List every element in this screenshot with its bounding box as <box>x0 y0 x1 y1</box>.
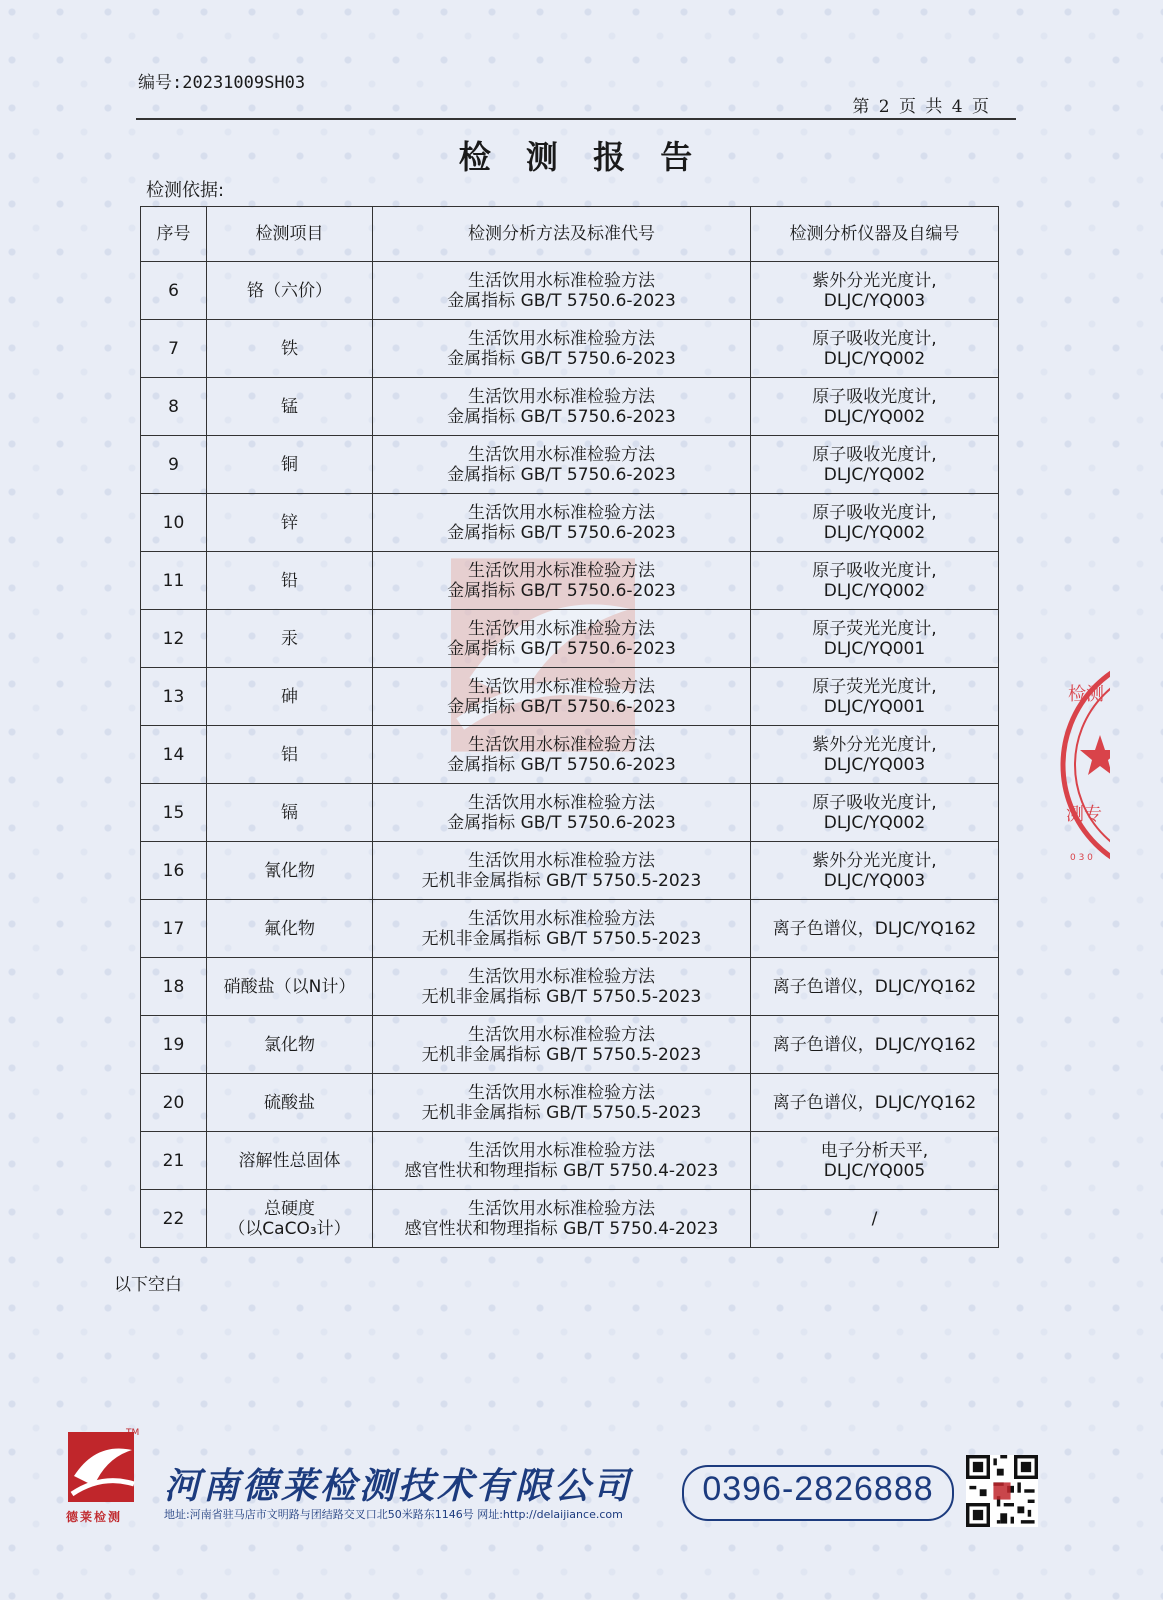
cell-method <box>373 958 751 1016</box>
column-header-instrument: 检测分析仪器及自编号 <box>751 207 999 262</box>
instrument-name: 原子吸收光度计, <box>812 444 937 465</box>
method-name: 生活饮用水标准检验方法 <box>468 502 655 523</box>
cell-number <box>141 668 207 726</box>
instrument-name: 紫外分光光度计, <box>812 270 937 291</box>
row-number: 20 <box>162 1092 185 1113</box>
cell-number <box>141 552 207 610</box>
method-name: 生活饮用水标准检验方法 <box>468 618 655 639</box>
cell-number <box>141 958 207 1016</box>
cell-method <box>373 610 751 668</box>
instrument-name: 原子荧光光度计, <box>812 618 937 639</box>
method-name: 生活饮用水标准检验方法 <box>468 328 655 349</box>
cell-instrument <box>751 1074 999 1132</box>
cell-item <box>207 1074 373 1132</box>
method-standard: 无机非金属指标 GB/T 5750.5-2023 <box>421 1044 702 1065</box>
method-standard: 无机非金属指标 GB/T 5750.5-2023 <box>421 928 702 949</box>
cell-item <box>207 1132 373 1190</box>
row-number: 21 <box>162 1150 185 1171</box>
instrument-name: 离子色谱仪，DLJC/YQ162 <box>772 976 977 997</box>
cell-item <box>207 552 373 610</box>
test-item: 铁 <box>281 338 298 359</box>
cell-instrument <box>751 900 999 958</box>
method-standard: 无机非金属指标 GB/T 5750.5-2023 <box>421 986 702 1007</box>
cell-method <box>373 494 751 552</box>
row-number: 17 <box>162 918 185 939</box>
header-divider <box>136 118 1016 120</box>
cell-instrument <box>751 1016 999 1074</box>
method-name: 生活饮用水标准检验方法 <box>468 270 655 291</box>
cell-item <box>207 436 373 494</box>
test-item: 砷 <box>281 686 298 707</box>
cell-instrument <box>751 436 999 494</box>
cell-instrument <box>751 1132 999 1190</box>
cell-method <box>373 1132 751 1190</box>
table-row <box>141 320 999 378</box>
method-standard: 感官性状和物理指标 GB/T 5750.4-2023 <box>404 1160 719 1181</box>
cell-number <box>141 1016 207 1074</box>
row-number: 19 <box>162 1034 185 1055</box>
cell-number <box>141 784 207 842</box>
cell-method <box>373 552 751 610</box>
test-item: 溶解性总固体 <box>238 1150 341 1171</box>
row-number: 8 <box>168 396 179 417</box>
method-standard: 金属指标 GB/T 5750.6-2023 <box>447 812 676 833</box>
table-row <box>141 610 999 668</box>
cell-instrument <box>751 610 999 668</box>
svg-text:检测: 检测 <box>1068 684 1104 705</box>
cell-item <box>207 958 373 1016</box>
instrument-name: 电子分析天平, <box>820 1140 929 1161</box>
cell-item <box>207 494 373 552</box>
trademark-mark: TM <box>126 1428 140 1438</box>
cell-instrument <box>751 320 999 378</box>
table-row <box>141 842 999 900</box>
method-name: 生活饮用水标准检验方法 <box>468 676 655 697</box>
table-row <box>141 726 999 784</box>
cell-item <box>207 262 373 320</box>
table-row <box>141 1190 999 1248</box>
test-item: 锰 <box>281 396 298 417</box>
instrument-code: DLJC/YQ002 <box>823 464 926 485</box>
method-name: 生活饮用水标准检验方法 <box>468 444 655 465</box>
table-row <box>141 958 999 1016</box>
page-indicator: 第 2 页 共 4 页 <box>852 97 991 117</box>
test-item: 氰化物 <box>264 860 315 881</box>
row-number: 18 <box>162 976 185 997</box>
table-row <box>141 784 999 842</box>
test-item: 锌 <box>281 512 298 533</box>
row-number: 22 <box>162 1208 185 1229</box>
cell-instrument <box>751 552 999 610</box>
table-header-row <box>141 207 999 262</box>
svg-text:0 3 0: 0 3 0 <box>1070 853 1093 863</box>
instrument-code: DLJC/YQ002 <box>823 812 926 833</box>
row-number: 15 <box>162 802 185 823</box>
instrument-code: DLJC/YQ003 <box>823 754 926 775</box>
cell-number <box>141 842 207 900</box>
svg-text:测专: 测专 <box>1066 804 1102 825</box>
cell-method <box>373 1074 751 1132</box>
cell-instrument <box>751 494 999 552</box>
cell-method <box>373 378 751 436</box>
cell-number <box>141 726 207 784</box>
table-row <box>141 436 999 494</box>
method-standard: 无机非金属指标 GB/T 5750.5-2023 <box>421 870 702 891</box>
instrument-name: 原子吸收光度计, <box>812 502 937 523</box>
company-address: 地址:河南省驻马店市文明路与团结路交叉口北50米路东1146号 网址:http://delaijiance.com <box>164 1508 623 1521</box>
instrument-code: DLJC/YQ005 <box>823 1160 926 1181</box>
method-standard: 金属指标 GB/T 5750.6-2023 <box>447 638 676 659</box>
cell-instrument <box>751 378 999 436</box>
test-item: 铝 <box>281 744 298 765</box>
row-number: 9 <box>168 454 179 475</box>
basis-label: 检测依据: <box>146 180 225 201</box>
blank-below-note: 以下空白 <box>114 1275 182 1295</box>
row-number: 6 <box>168 280 179 301</box>
cell-method <box>373 784 751 842</box>
cell-number <box>141 1074 207 1132</box>
method-standard: 金属指标 GB/T 5750.6-2023 <box>447 406 676 427</box>
method-name: 生活饮用水标准检验方法 <box>468 560 655 581</box>
instrument-code: DLJC/YQ002 <box>823 522 926 543</box>
row-number: 7 <box>168 338 179 359</box>
cell-item <box>207 320 373 378</box>
cell-instrument <box>751 1190 999 1248</box>
cell-number <box>141 900 207 958</box>
cell-number <box>141 436 207 494</box>
method-standard: 金属指标 GB/T 5750.6-2023 <box>447 754 676 775</box>
instrument-name: 离子色谱仪，DLJC/YQ162 <box>772 1034 977 1055</box>
instrument-name: 原子吸收光度计, <box>812 328 937 349</box>
table-row <box>141 1074 999 1132</box>
instrument-code: DLJC/YQ001 <box>823 696 926 717</box>
qr-code-icon <box>966 1455 1038 1527</box>
test-basis-table <box>140 206 999 1248</box>
instrument-name: / <box>871 1208 878 1229</box>
instrument-code: DLJC/YQ003 <box>823 870 926 891</box>
cell-item <box>207 378 373 436</box>
cell-number <box>141 262 207 320</box>
cell-item <box>207 668 373 726</box>
cell-number <box>141 610 207 668</box>
method-name: 生活饮用水标准检验方法 <box>468 1024 655 1045</box>
cell-method <box>373 726 751 784</box>
instrument-name: 原子吸收光度计, <box>812 560 937 581</box>
method-name: 生活饮用水标准检验方法 <box>468 1198 655 1219</box>
method-name: 生活饮用水标准检验方法 <box>468 792 655 813</box>
instrument-code: DLJC/YQ002 <box>823 406 926 427</box>
instrument-code: DLJC/YQ002 <box>823 580 926 601</box>
cell-item <box>207 726 373 784</box>
test-item: 硫酸盐 <box>264 1092 315 1113</box>
column-header-item: 检测项目 <box>207 207 373 262</box>
row-number: 14 <box>162 744 185 765</box>
row-number: 10 <box>162 512 185 533</box>
instrument-code: DLJC/YQ001 <box>823 638 926 659</box>
instrument-code: DLJC/YQ002 <box>823 348 926 369</box>
test-item: 氯化物 <box>264 1034 315 1055</box>
instrument-name: 离子色谱仪，DLJC/YQ162 <box>772 1092 977 1113</box>
cell-instrument <box>751 958 999 1016</box>
method-name: 生活饮用水标准检验方法 <box>468 1140 655 1161</box>
cell-item <box>207 1016 373 1074</box>
instrument-name: 紫外分光光度计, <box>812 734 937 755</box>
instrument-code: DLJC/YQ003 <box>823 290 926 311</box>
method-name: 生活饮用水标准检验方法 <box>468 734 655 755</box>
test-item: 镉 <box>281 802 298 823</box>
document-number: 编号:20231009SH03 <box>138 73 306 93</box>
table-row <box>141 262 999 320</box>
cell-instrument <box>751 262 999 320</box>
cell-item <box>207 610 373 668</box>
table-row <box>141 552 999 610</box>
row-number: 12 <box>162 628 185 649</box>
table-row <box>141 1132 999 1190</box>
cell-number <box>141 378 207 436</box>
official-seal <box>1060 650 1110 880</box>
method-name: 生活饮用水标准检验方法 <box>468 908 655 929</box>
cell-item <box>207 1190 373 1248</box>
method-standard: 无机非金属指标 GB/T 5750.5-2023 <box>421 1102 702 1123</box>
test-item: 铬（六价） <box>247 280 332 301</box>
cell-instrument <box>751 668 999 726</box>
method-name: 生活饮用水标准检验方法 <box>468 1082 655 1103</box>
instrument-name: 原子吸收光度计, <box>812 386 937 407</box>
cell-instrument <box>751 784 999 842</box>
logo-caption: 德莱检测 <box>66 1510 123 1524</box>
method-standard: 金属指标 GB/T 5750.6-2023 <box>447 696 676 717</box>
instrument-name: 原子吸收光度计, <box>812 792 937 813</box>
instrument-name: 原子荧光光度计, <box>812 676 937 697</box>
test-item-note: （以CaCO₃计） <box>228 1218 351 1239</box>
method-standard: 金属指标 GB/T 5750.6-2023 <box>447 464 676 485</box>
table-row <box>141 1016 999 1074</box>
row-number: 11 <box>162 570 185 591</box>
report-title: 检 测 报 告 <box>458 138 705 176</box>
cell-method <box>373 436 751 494</box>
cell-method <box>373 668 751 726</box>
company-logo-icon <box>62 1428 142 1520</box>
cell-method <box>373 320 751 378</box>
cell-number <box>141 1190 207 1248</box>
method-standard: 金属指标 GB/T 5750.6-2023 <box>447 348 676 369</box>
instrument-name: 紫外分光光度计, <box>812 850 937 871</box>
instrument-name: 离子色谱仪，DLJC/YQ162 <box>772 918 977 939</box>
cell-number <box>141 1132 207 1190</box>
test-item: 总硬度 <box>264 1198 315 1219</box>
test-item: 铜 <box>281 454 298 475</box>
cell-number <box>141 320 207 378</box>
cell-item <box>207 784 373 842</box>
method-standard: 金属指标 GB/T 5750.6-2023 <box>447 522 676 543</box>
table-row <box>141 900 999 958</box>
cell-number <box>141 494 207 552</box>
test-item: 氟化物 <box>264 918 315 939</box>
table-row <box>141 668 999 726</box>
cell-instrument <box>751 842 999 900</box>
row-number: 13 <box>162 686 185 707</box>
row-number: 16 <box>162 860 185 881</box>
method-name: 生活饮用水标准检验方法 <box>468 966 655 987</box>
method-standard: 金属指标 GB/T 5750.6-2023 <box>447 580 676 601</box>
cell-item <box>207 900 373 958</box>
company-name: 河南德莱检测技术有限公司 <box>164 1466 633 1507</box>
method-standard: 感官性状和物理指标 GB/T 5750.4-2023 <box>404 1218 719 1239</box>
cell-method <box>373 842 751 900</box>
method-name: 生活饮用水标准检验方法 <box>468 386 655 407</box>
test-item: 铅 <box>281 570 298 591</box>
table-row <box>141 378 999 436</box>
method-name: 生活饮用水标准检验方法 <box>468 850 655 871</box>
cell-item <box>207 842 373 900</box>
table-row <box>141 494 999 552</box>
cell-method <box>373 1190 751 1248</box>
cell-method <box>373 262 751 320</box>
method-standard: 金属指标 GB/T 5750.6-2023 <box>447 290 676 311</box>
cell-method <box>373 900 751 958</box>
test-item: 汞 <box>281 628 298 649</box>
cell-method <box>373 1016 751 1074</box>
phone-number: 0396-2826888 <box>702 1470 934 1508</box>
column-header-number: 序号 <box>141 207 207 262</box>
column-header-method: 检测分析方法及标准代号 <box>373 207 751 262</box>
cell-instrument <box>751 726 999 784</box>
test-item: 硝酸盐（以N计） <box>223 976 356 997</box>
